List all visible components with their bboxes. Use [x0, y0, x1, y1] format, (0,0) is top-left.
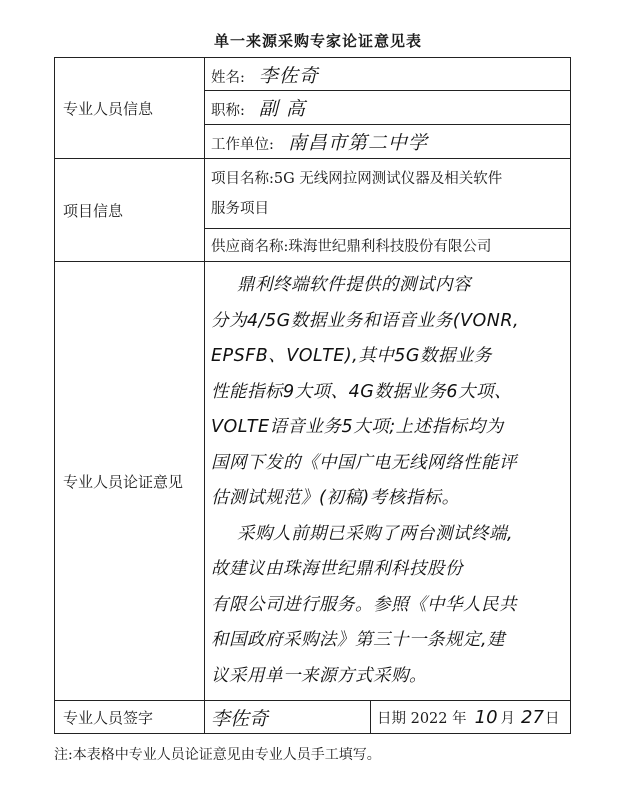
supplier-value: 珠海世纪鼎利科技股份有限公司: [288, 238, 492, 255]
project-name-line2: 服务项目: [211, 200, 269, 217]
title-label: 职称:: [211, 103, 245, 119]
name-label: 姓名:: [211, 69, 245, 86]
project-name-line1: 5G 无线网拉网测试仪器及相关软件: [273, 170, 503, 187]
signature-label: 专业人员签字: [55, 701, 205, 734]
opinion-line: VOLTE语音业务5大项;上述指标均为: [211, 417, 504, 437]
opinion-line: 估测试规范》(初稿)考核指标。: [211, 488, 460, 508]
signature-row: [55, 701, 571, 734]
opinion-line: 议采用单一来源方式采购。: [211, 665, 427, 686]
date-field: [377, 707, 570, 728]
project-name-row: [55, 159, 571, 229]
opinion-form-table: [54, 57, 571, 734]
opinion-row: [55, 262, 571, 701]
opinion-line: 鼎利终端软件提供的测试内容: [237, 275, 471, 295]
title-value: 副 高: [258, 98, 306, 120]
project-name-label: 项目名称:: [211, 170, 274, 187]
opinion-label: 专业人员论证意见: [55, 262, 205, 701]
opinion-line: 有限公司进行服务。参照《中华人民共: [211, 594, 517, 615]
opinion-line: 性能指标9大项、4G数据业务6大项、: [211, 381, 512, 402]
date-prefix: 日期 2022 年: [377, 710, 467, 727]
opinion-line: 和国政府采购法》第三十一条规定,建: [211, 630, 506, 650]
form-title: 单一来源采购专家论证意见表: [213, 32, 422, 50]
opinion-line: 采购人前期已采购了两台测试终端,: [237, 523, 514, 544]
name-value: 李佐奇: [258, 64, 319, 87]
unit-label: 工作单位:: [211, 137, 274, 153]
month-value: 10: [474, 706, 498, 728]
expert-info-label: 专业人员信息: [55, 58, 205, 159]
supplier-label: 供应商名称:: [211, 238, 289, 255]
month-unit: 月: [500, 710, 516, 727]
footnote: 注:本表格中专业人员论证意见由专业人员手工填写。: [54, 747, 381, 763]
signature-value: 李佐奇: [211, 707, 269, 730]
day-unit: 日: [544, 710, 560, 727]
day-value: 27: [521, 706, 544, 728]
opinion-line: 国网下发的《中国广电无线网络性能评: [211, 452, 517, 473]
name-row: [55, 58, 571, 91]
opinion-line: 故建议由珠海世纪鼎利科技股份: [211, 559, 463, 579]
opinion-line: 分为4/5G数据业务和语音业务(VONR,: [211, 310, 520, 331]
opinion-content: [205, 262, 571, 701]
opinion-line: EPSFB、VOLTE),其中5G数据业务: [211, 346, 492, 366]
unit-value: 南昌市第二中学: [287, 132, 428, 154]
project-info-label: 项目信息: [55, 159, 205, 262]
